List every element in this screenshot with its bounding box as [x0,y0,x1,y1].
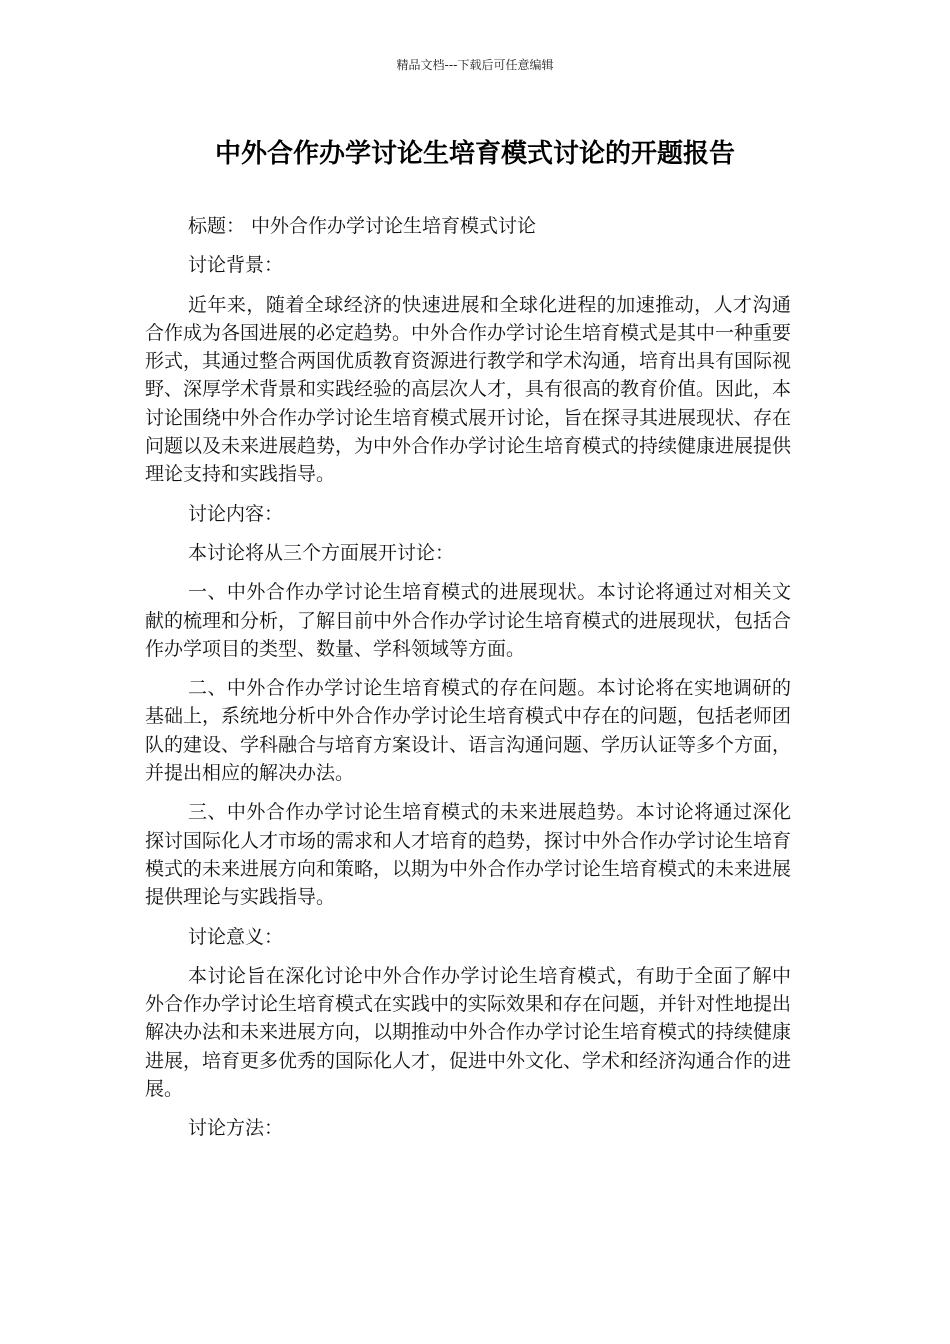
header-note: 精品文档---下载后可任意编辑 [396,58,554,72]
content-item-3: 三、中外合作办学讨论生培育模式的未来进展趋势。本讨论将通过深化探讨国际化人才市场的需求和人才培育的趋势，探讨中外合作办学讨论生培育模式的未来进展方向和策略，以期为中外合作办学讨论生培育模式的未来进展提供理论与实践指导。 [145,801,792,909]
significance-paragraph: 本讨论旨在深化讨论中外合作办学讨论生培育模式，有助于全面了解中外合作办学讨论生培育模式在实践中的实际效果和存在问题，并针对性地提出解决办法和未来进展方向，以期推动中外合作办学讨论生培育模式的持续健康进展，培育更多优秀的国际化人才，促进中外文化、学术和经济沟通合作的进展。 [145,964,792,1101]
section-heading-content: 讨论内容： [188,502,284,525]
document-title: 中外合作办学讨论生培育模式讨论的开题报告 [214,139,735,169]
section-heading-background: 讨论背景： [188,254,284,277]
subject-line: 标题： 中外合作办学讨论生培育模式讨论 [188,215,537,237]
section-heading-methods: 讨论方法： [188,1117,284,1140]
document-body [145,212,791,1154]
background-paragraph: 近年来，随着全球经济的快速进展和全球化进程的加速推动，人才沟通合作成为各国进展的必定趋势。中外合作办学讨论生培育模式是其中一种重要形式，其通过整合两国优质教育资源进行教学和学术沟通，培育出具有国际视野、深厚学术背景和实践经验的高层次人才，具有很高的教育价值。因此，本讨论围绕中外合作办学讨论生培育模式展开讨论，旨在探寻其进展现状、存在问题以及未来进展趋势，为中外合作办学讨论生培育模式的持续健康进展提供理论支持和实践指导。 [145,293,792,486]
content-item-2: 二、中外合作办学讨论生培育模式的存在问题。本讨论将在实地调研的基础上，系统地分析中外合作办学讨论生培育模式中存在的问题，包括老师团队的建设、学科融合与培育方案设计、语言沟通问题、学历认证等多个方面，并提出相应的解决办法。 [145,677,792,785]
content-item-1: 一、中外合作办学讨论生培育模式的进展现状。本讨论将通过对相关文献的梳理和分析，了解目前中外合作办学讨论生培育模式的进展现状，包括合作办学项目的类型、数量、学科领域等方面。 [145,581,792,660]
content-intro-paragraph: 本讨论将从三个方面展开讨论： [188,541,455,564]
section-heading-significance: 讨论意义： [188,925,284,948]
